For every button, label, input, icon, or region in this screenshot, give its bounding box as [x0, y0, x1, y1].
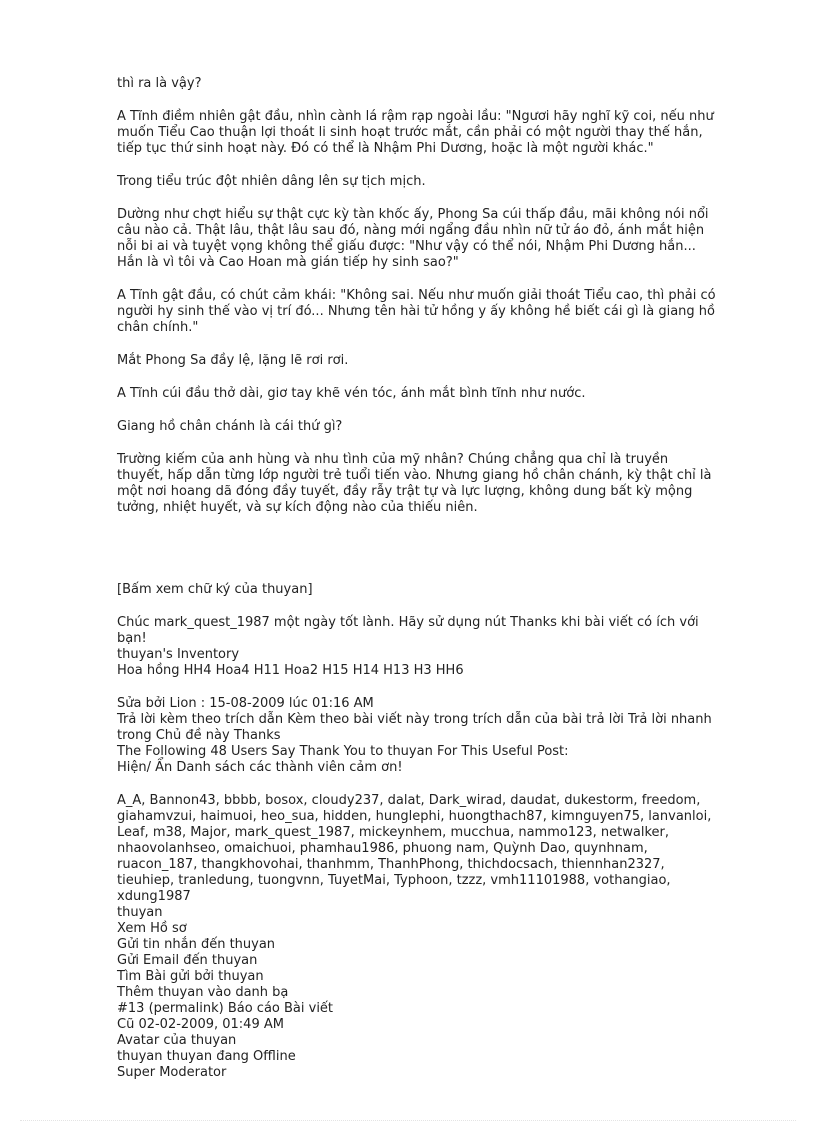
thanks-user-list-row[interactable]: giahamvzui, haimuoi, heo_sua, hidden, hunglephi, huongthach87, kimnguyen75, lanvanloi, [117, 809, 712, 824]
thanks-user-list-row[interactable]: A_A, Bannon43, bbbb, bosox, cloudy237, dalat, Dark_wirad, daudat, dukestorm, freedom, [117, 793, 701, 808]
thanks-user-list-row[interactable]: xdung1987 [117, 889, 191, 904]
thanks-user-list-row[interactable]: ruacon_187, thangkhovohai, thanhmm, ThanhPhong, thichdocsach, thiennhan2327, [117, 857, 665, 872]
thanks-user-list-row[interactable]: nhaovolanhseo, omaichuoi, phamhau1986, phuong nam, Quỳnh Dao, quynhnam, [117, 841, 648, 856]
reply-links[interactable]: Trả lời kèm theo trích dẫn Kèm theo bài viết này trong trích dẫn của bài trả lời Trả lời nhanh [117, 712, 712, 727]
add-contact-link[interactable]: Thêm thuyan vào danh bạ [117, 985, 289, 1000]
thanks-user-list-row[interactable]: tieuhiep, tranledung, tuongvnn, TuyetMai, Typhoon, tzzz, vmh11101988, vothangiao, [117, 873, 671, 888]
post-permalink[interactable]: #13 (permalink) Báo cáo Bài viết [117, 1001, 334, 1016]
paragraph-5: A Tĩnh gật đầu, có chút cảm khái: "Không sai. Nếu như muốn giải thoát Tiểu cao, thì phải có người hy sinh thế vào vị trí đó... Nhưng tên hài tử hồng y ấy không hề biết cái gì là giang hồ chân chính." [117, 288, 716, 335]
avatar: Avatar của thuyan [117, 1033, 237, 1048]
greeting-text-cont: bạn! [117, 631, 147, 646]
edited-note: Sửa bởi Lion : 15-08-2009 lúc 01:16 AM [117, 696, 374, 711]
thanks-user-list-row[interactable]: Leaf, m38, Major, mark_quest_1987, mickeynhem, mucchua, nammo123, netwalker, [117, 825, 669, 840]
inventory-items: Hoa hồng HH4 Hoa4 H11 Hoa2 H15 H14 H13 H3 HH6 [117, 663, 464, 678]
view-profile-link[interactable]: Xem Hồ sơ [117, 921, 187, 936]
greeting-text: Chúc mark_quest_1987 một ngày tốt lành. Hãy sử dụng nút Thanks khi bài viết có ích với [117, 615, 699, 630]
find-posts-link[interactable]: Tìm Bài gửi bởi thuyan [117, 969, 264, 984]
toggle-thanks-list-link[interactable]: Hiện/ Ẩn Danh sách các thành viên cảm ơn! [117, 760, 403, 775]
post-date: Cũ 02-02-2009, 01:49 AM [117, 1017, 284, 1032]
signature-link[interactable]: [Bấm xem chữ ký của thuyan] [117, 582, 313, 597]
paragraph-9: Trường kiếm của anh hùng và nhu tình của mỹ nhân? Chúng chẳng qua chỉ là truyền thuyết, hấp dẫn từng lớp người trẻ tuổi tiến vào. Nhưng giang hồ chân chánh, kỳ thật chỉ là một nơi hoang dã đóng đầy tuyết, đầy rẫy trật tự và lực lượng, không dung bất kỳ mộng tưởng, nhiệt huyết, và sự kích động nào của thiếu niên. [117, 452, 712, 515]
user-status: thuyan thuyan đang Offline [117, 1049, 296, 1064]
paragraph-6: Mắt Phong Sa đầy lệ, lặng lẽ rơi rơi. [117, 353, 349, 368]
paragraph-1: thì ra là vậy? [117, 76, 202, 91]
spacer [117, 533, 757, 582]
paragraph-8: Giang hồ chân chánh là cái thứ gì? [117, 419, 343, 434]
reply-links-cont[interactable]: trong Chủ đề này Thanks [117, 728, 281, 743]
paragraph-7: A Tĩnh cúi đầu thở dài, giơ tay khẽ vén tóc, ánh mắt bình tĩnh như nước. [117, 386, 586, 401]
paragraph-2: A Tĩnh điềm nhiên gật đầu, nhìn cành lá rậm rạp ngoài lầu: "Ngươi hãy nghĩ kỹ coi, nếu như muốn Tiểu Cao thuận lợi thoát li sinh hoạt trước mắt, cần phải có một người thay thế hắn, tiếp tục thứ sinh hoạt này. Đó có thể là Nhậm Phi Dương, hoặc là một người khác." [117, 109, 714, 156]
paragraph-3: Trong tiểu trúc đột nhiên dâng lên sự tịch mịch. [117, 174, 426, 189]
post-content [117, 76, 757, 1081]
inventory-title: thuyan's Inventory [117, 647, 240, 662]
user-rank: Super Moderator [117, 1065, 227, 1080]
thanks-header: The Following 48 Users Say Thank You to thuyan For This Useful Post: [117, 744, 569, 759]
user-menu-username[interactable]: thuyan [117, 905, 163, 920]
send-email-link[interactable]: Gửi Email đến thuyan [117, 953, 258, 968]
page-bottom-divider [20, 1120, 796, 1122]
paragraph-4: Dường như chợt hiểu sự thật cực kỳ tàn khốc ấy, Phong Sa cúi thấp đầu, mãi không nói nổi câu nào cả. Thật lâu, thật lâu sau đó, nàng mới ngẩng đầu nhìn nữ tử áo đỏ, ánh mắt hiện nỗi bi ai và tuyệt vọng không thể giấu được: "Như vậy có thể nói, Nhậm Phi Dương hắn... Hắn là vì tôi và Cao Hoan mà gián tiếp hy sinh sao?" [117, 207, 709, 270]
send-message-link[interactable]: Gửi tin nhắn đến thuyan [117, 937, 276, 952]
